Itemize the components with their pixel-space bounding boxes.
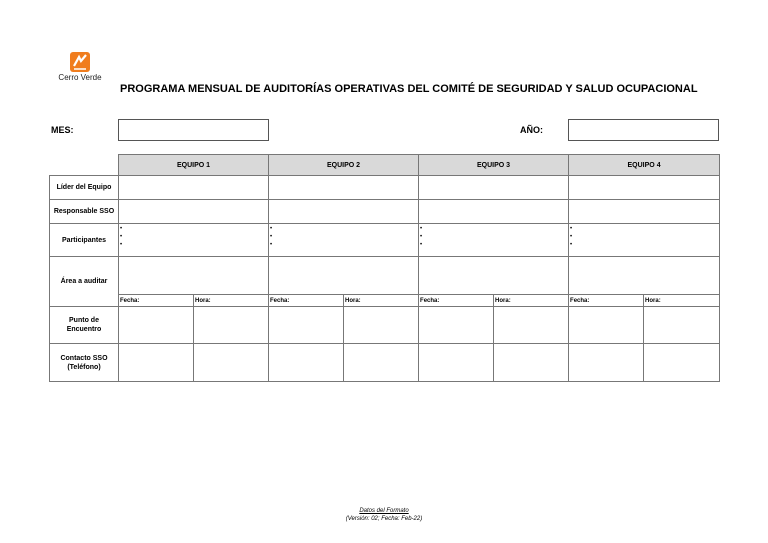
participantes-row bbox=[50, 224, 720, 257]
brand-logo bbox=[52, 52, 108, 82]
punto-encuentro-row bbox=[50, 307, 720, 344]
audit-schedule-table bbox=[49, 154, 720, 382]
lider-label: Líder del Equipo bbox=[50, 176, 119, 200]
responsable-cell-team-2[interactable] bbox=[269, 200, 419, 224]
punto-fecha-team-4[interactable] bbox=[569, 307, 644, 344]
contacto-row bbox=[50, 344, 720, 382]
team-4-header: EQUIPO 4 bbox=[569, 155, 720, 176]
cerro-verde-logo-icon bbox=[70, 52, 90, 72]
mes-label: MES: bbox=[51, 125, 74, 135]
punto-encuentro-label bbox=[50, 307, 119, 344]
fecha-label-team-4: Fecha: bbox=[569, 295, 644, 307]
responsable-cell-team-4[interactable] bbox=[569, 200, 720, 224]
contacto-label-line-1: Contacto SSO bbox=[60, 354, 108, 362]
contacto-label bbox=[50, 344, 119, 382]
bullet-point: • bbox=[420, 226, 423, 232]
punto-fecha-team-2[interactable] bbox=[269, 307, 344, 344]
bullet-point: • bbox=[270, 226, 273, 232]
contacto-hora-team-4[interactable] bbox=[644, 344, 720, 382]
lider-cell-team-3[interactable] bbox=[419, 176, 569, 200]
table-header-row bbox=[50, 155, 720, 176]
bullet-point: • bbox=[270, 242, 273, 248]
responsable-cell-team-1[interactable] bbox=[119, 200, 269, 224]
anio-label: AÑO: bbox=[520, 125, 543, 135]
team-3-header: EQUIPO 3 bbox=[419, 155, 569, 176]
punto-fecha-team-1[interactable] bbox=[119, 307, 194, 344]
area-row bbox=[50, 257, 720, 295]
bullet-point: • bbox=[270, 234, 273, 240]
hora-label-team-4: Hora: bbox=[644, 295, 720, 307]
bullet-point: • bbox=[420, 242, 423, 248]
participantes-cell-team-2[interactable] bbox=[269, 224, 419, 257]
mes-field[interactable] bbox=[118, 119, 269, 141]
participantes-cell-team-1[interactable] bbox=[119, 224, 269, 257]
punto-hora-team-4[interactable] bbox=[644, 307, 720, 344]
lider-row bbox=[50, 176, 720, 200]
bullet-point: • bbox=[570, 226, 573, 232]
punto-encuentro-label-line-1: Punto de bbox=[69, 317, 99, 324]
anio-field[interactable] bbox=[568, 119, 719, 141]
bullet-point: • bbox=[120, 242, 123, 248]
area-cell-team-1[interactable] bbox=[119, 257, 269, 295]
contacto-hora-team-1[interactable] bbox=[194, 344, 269, 382]
bullet-point: • bbox=[570, 242, 573, 248]
punto-encuentro-label-line-2: Encuentro bbox=[66, 326, 102, 333]
fecha-hora-row bbox=[50, 295, 720, 307]
responsable-cell-team-3[interactable] bbox=[419, 200, 569, 224]
contacto-fecha-team-3[interactable] bbox=[419, 344, 494, 382]
area-cell-team-3[interactable] bbox=[419, 257, 569, 295]
format-footer bbox=[0, 507, 768, 523]
area-cell-team-4[interactable] bbox=[569, 257, 720, 295]
footer-line-2: (Versión: 02; Fecha: Feb-22) bbox=[345, 516, 423, 522]
bullet-point: • bbox=[420, 234, 423, 240]
hora-label-team-2: Hora: bbox=[344, 295, 419, 307]
brand-name: Cerro Verde bbox=[58, 73, 102, 82]
bullet-point: • bbox=[120, 234, 123, 240]
contacto-fecha-team-4[interactable] bbox=[569, 344, 644, 382]
responsable-label: Responsable SSO bbox=[50, 200, 119, 224]
hora-label-team-1: Hora: bbox=[194, 295, 269, 307]
team-2-header: EQUIPO 2 bbox=[269, 155, 419, 176]
responsable-row bbox=[50, 200, 720, 224]
contacto-hora-team-3[interactable] bbox=[494, 344, 569, 382]
lider-cell-team-2[interactable] bbox=[269, 176, 419, 200]
punto-fecha-team-3[interactable] bbox=[419, 307, 494, 344]
participantes-cell-team-3[interactable] bbox=[419, 224, 569, 257]
team-1-header: EQUIPO 1 bbox=[119, 155, 269, 176]
fecha-label-team-3: Fecha: bbox=[419, 295, 494, 307]
fecha-label-team-2: Fecha: bbox=[269, 295, 344, 307]
bullet-point: • bbox=[570, 234, 573, 240]
punto-hora-team-3[interactable] bbox=[494, 307, 569, 344]
participantes-cell-team-4[interactable] bbox=[569, 224, 720, 257]
contacto-fecha-team-1[interactable] bbox=[119, 344, 194, 382]
area-cell-team-2[interactable] bbox=[269, 257, 419, 295]
page-title: PROGRAMA MENSUAL DE AUDITORÍAS OPERATIVAS DEL COMITÉ DE SEGURIDAD Y SALUD OCUPACIONAL bbox=[120, 83, 698, 95]
fecha-label-team-1: Fecha: bbox=[119, 295, 194, 307]
punto-hora-team-1[interactable] bbox=[194, 307, 269, 344]
contacto-hora-team-2[interactable] bbox=[344, 344, 419, 382]
header-corner bbox=[50, 155, 119, 176]
footer-line-1: Datos del Formato bbox=[359, 508, 409, 514]
punto-hora-team-2[interactable] bbox=[344, 307, 419, 344]
contacto-fecha-team-2[interactable] bbox=[269, 344, 344, 382]
area-label: Área a auditar bbox=[50, 257, 119, 307]
bullet-point: • bbox=[120, 226, 123, 232]
participantes-label: Participantes bbox=[50, 224, 119, 257]
lider-cell-team-4[interactable] bbox=[569, 176, 720, 200]
lider-cell-team-1[interactable] bbox=[119, 176, 269, 200]
hora-label-team-3: Hora: bbox=[494, 295, 569, 307]
contacto-label-line-2: (Teléfono) bbox=[67, 363, 101, 371]
